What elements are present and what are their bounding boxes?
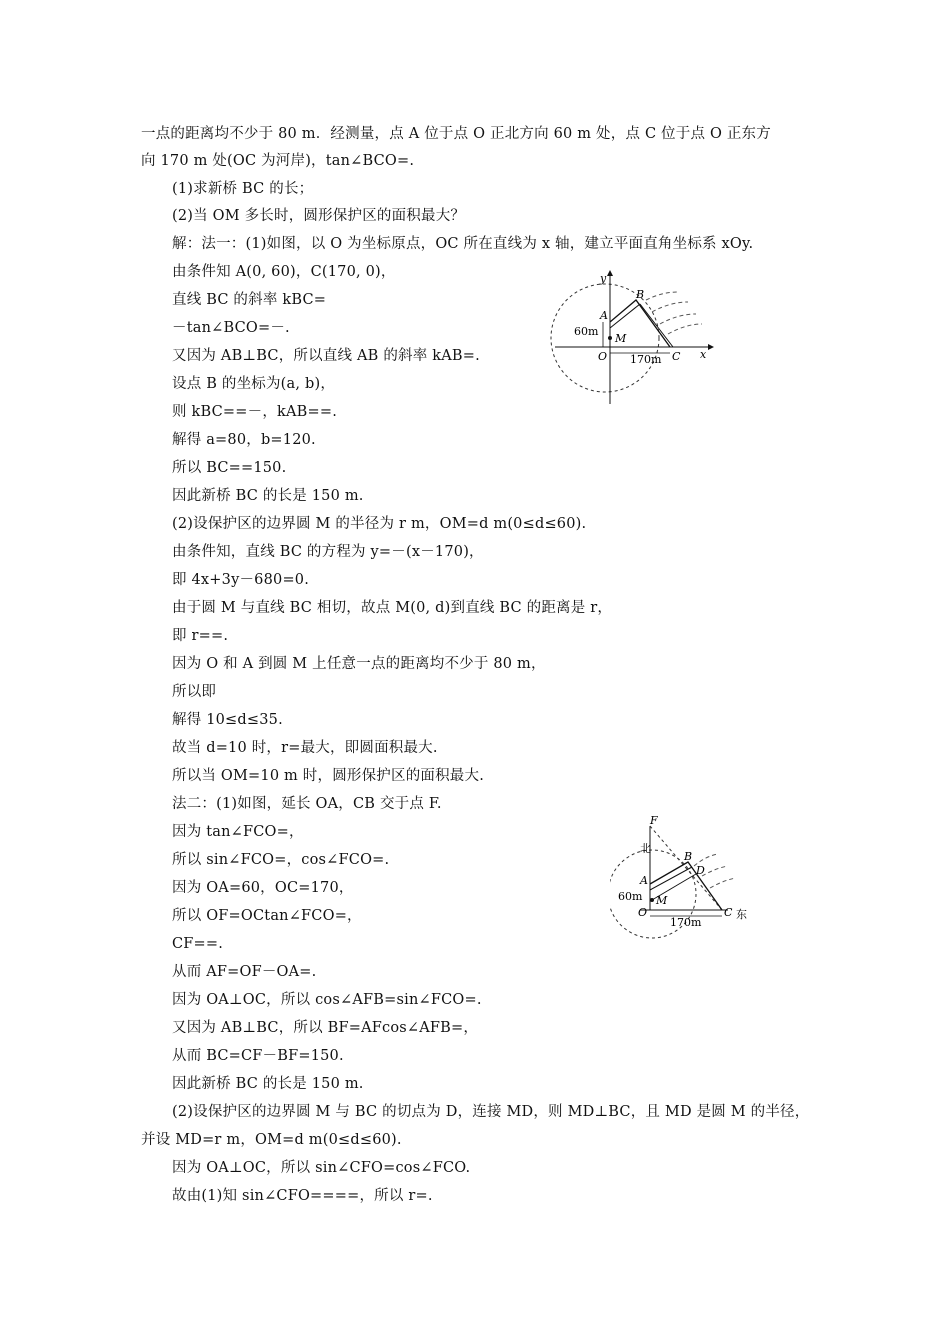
label-60m: 60m — [574, 325, 599, 338]
text-line: 则 kBC==－，kAB==. — [172, 404, 338, 420]
text-line: (2)设保护区的边界圆 M 的半径为 r m，OM=d m(0≤d≤60). — [172, 516, 587, 532]
text-line: (2)当 OM 多长时，圆形保护区的面积最大？ — [172, 208, 466, 224]
figure-coordinate-diagram — [550, 262, 720, 412]
text-line: 所以 OF=OCtan∠FCO=， — [172, 908, 362, 924]
point-m-marker — [650, 898, 654, 902]
text-line: 所以 BC==150. — [172, 460, 287, 476]
label-170m: 170m — [670, 916, 702, 929]
label-c: C — [724, 906, 733, 919]
figure-north-east-diagram — [610, 812, 760, 950]
bridge-parallel — [650, 867, 692, 890]
text-line: 故由(1)知 sin∠CFO====，所以 r=. — [172, 1188, 433, 1204]
label-60m: 60m — [618, 890, 643, 903]
text-line: 法二：(1)如图，延长 OA，CB 交于点 F. — [172, 796, 442, 812]
text-line: 故当 d=10 时，r=最大，即圆面积最大. — [172, 740, 438, 756]
text-line: 因为 OA⊥OC，所以 cos∠AFB=sin∠FCO=. — [172, 992, 482, 1008]
text-line: 解得 10≤d≤35. — [172, 712, 283, 728]
label-north: 北 — [640, 842, 651, 855]
text-line: 并设 MD=r m，OM=d m(0≤d≤60). — [141, 1132, 402, 1148]
river-arc — [710, 878, 736, 888]
text-line: 向 170 m 处(OC 为河岸)，tan∠BCO=. — [141, 153, 415, 169]
text-line: 所以即 — [172, 684, 217, 700]
text-line: (2)设保护区的边界圆 M 与 BC 的切点为 D，连接 MD，则 MD⊥BC，且 MD 是圆 M 的半径， — [172, 1104, 810, 1120]
text-line: 因此新桥 BC 的长是 150 m. — [172, 488, 364, 504]
label-b: B — [684, 850, 693, 863]
text-line: 设点 B 的坐标为(a, b)， — [172, 376, 336, 392]
text-line: CF==. — [172, 936, 224, 952]
text-line: 因此新桥 BC 的长是 150 m. — [172, 1076, 364, 1092]
text-line: 又因为 AB⊥BC，所以 BF=AFcos∠AFB=， — [172, 1020, 479, 1036]
label-east: 东 — [736, 908, 747, 921]
text-line: 一点的距离均不少于 80 m．经测量，点 A 位于点 O 正北方向 60 m 处，点 C 位于点 O 正东方 — [141, 126, 771, 142]
text-line: 因为 OA⊥OC，所以 sin∠CFO=cos∠FCO. — [172, 1160, 471, 1176]
river-arc — [652, 302, 688, 312]
text-line: 所以 sin∠FCO=，cos∠FCO=. — [172, 852, 390, 868]
label-170m: 170m — [630, 353, 662, 366]
label-o: O — [638, 906, 648, 919]
text-line: 直线 BC 的斜率 kBC= — [172, 292, 327, 308]
text-line: 又因为 AB⊥BC，所以直线 AB 的斜率 kAB=. — [172, 348, 480, 364]
text-line: 由条件知，直线 BC 的方程为 y=－(x－170)， — [172, 544, 484, 560]
text-line: 即 4x+3y－680=0. — [172, 572, 310, 588]
text-line: 解得 a=80，b=120. — [172, 432, 316, 448]
x-axis-arrow-icon — [708, 344, 714, 350]
text-line: 从而 AF=OF－OA=. — [172, 964, 317, 980]
point-m-marker — [608, 336, 612, 340]
text-line: 由条件知 A(0, 60)，C(170, 0)， — [172, 264, 396, 280]
label-a: A — [640, 874, 648, 887]
label-f: F — [650, 814, 658, 827]
bridge-parallel — [640, 304, 673, 347]
text-line: －tan∠BCO=－. — [172, 320, 290, 336]
text-line: 即 r==. — [172, 628, 229, 644]
river-arc — [660, 314, 696, 324]
text-line: 因为 OA=60，OC=170， — [172, 880, 354, 896]
text-line: 因为 tan∠FCO=， — [172, 824, 304, 840]
text-line: 解：法一：(1)如图，以 O 为坐标原点，OC 所在直线为 x 轴，建立平面直角坐标系 xOy. — [172, 236, 754, 252]
text-line: 所以当 OM=10 m 时，圆形保护区的面积最大. — [172, 768, 485, 784]
text-line: 从而 BC=CF－BF=150. — [172, 1048, 344, 1064]
river-arc — [668, 324, 702, 334]
text-line: (1)求新桥 BC 的长； — [172, 181, 314, 197]
label-o: O — [598, 350, 608, 363]
river-arc — [702, 866, 728, 876]
y-axis-arrow-icon — [607, 270, 613, 276]
label-a: A — [600, 309, 608, 322]
label-m: M — [656, 894, 668, 907]
text-line: 因为 O 和 A 到圆 M 上任意一点的距离均不少于 80 m， — [172, 656, 546, 672]
river-arc — [646, 292, 678, 300]
label-b: B — [636, 288, 645, 301]
label-x: x — [700, 348, 707, 361]
label-d: D — [696, 864, 705, 877]
label-c: C — [672, 350, 681, 363]
text-line: 由于圆 M 与直线 BC 相切，故点 M(0, d)到直线 BC 的距离是 r， — [172, 600, 613, 616]
bridge-parallel — [610, 304, 640, 328]
label-y: y — [600, 272, 607, 285]
label-m: M — [615, 332, 627, 345]
